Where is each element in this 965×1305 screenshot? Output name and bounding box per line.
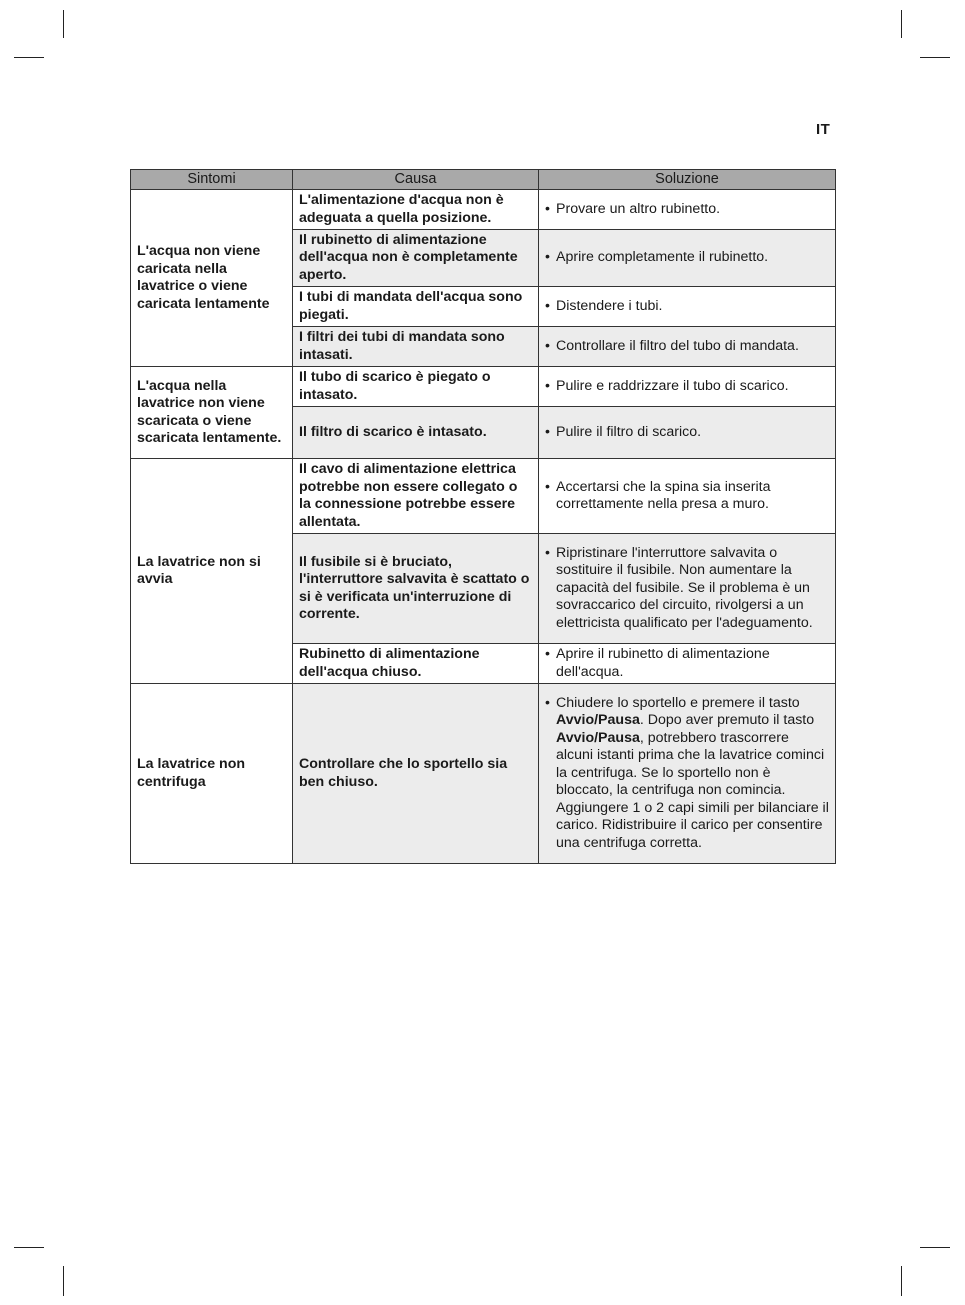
solution-text: Pulire il filtro di scarico. (556, 423, 702, 440)
bullet-icon: • (545, 200, 550, 217)
crop-mark-top-right-v (901, 10, 902, 38)
header-symptoms: Sintomi (131, 170, 293, 190)
header-solution: Soluzione (539, 170, 836, 190)
language-label: IT (816, 121, 831, 138)
button-name-start-pause: Avvio/Pausa (556, 729, 640, 746)
bullet-icon: • (545, 297, 550, 314)
solution-text: Accertarsi che la spina sia inserita correttamente nella presa a muro. (556, 478, 771, 512)
cause-cell: Controllare che lo sportello sia ben chiuso. (293, 684, 539, 864)
solution-cell (539, 287, 836, 327)
crop-mark-bottom-right-v (901, 1266, 902, 1296)
table-row (131, 190, 836, 230)
solution-text: Ripristinare l'interruttore salvavita o sostituire il fusibile. Non aumentare la capacità del fusibile. Se il problema è un sovraccarico del circuito, rivolgersi a un elettricista qualificato per l'adeguamento. (556, 544, 813, 631)
solution-text: Aprire il rubinetto di alimentazione dell'acqua. (556, 646, 770, 680)
cause-cell: Il fusibile si è bruciato, l'interruttore salvavita è scattato o si è verificata un'interruzione di corrente. (293, 534, 539, 644)
solution-cell (539, 367, 836, 407)
bullet-icon: • (545, 694, 550, 711)
table-row (131, 459, 836, 534)
bullet-icon: • (545, 249, 550, 266)
header-cause: Causa (293, 170, 539, 190)
cause-cell: I filtri dei tubi di mandata sono intasati. (293, 327, 539, 367)
cause-cell: Il filtro di scarico è intasato. (293, 407, 539, 459)
bullet-icon: • (545, 544, 550, 561)
solution-cell (539, 327, 836, 367)
cause-cell: L'alimentazione d'acqua non è adeguata a quella posizione. (293, 190, 539, 230)
symptom-cell: L'acqua nella lavatrice non viene scaricata o viene scaricata lentamente. (131, 367, 293, 459)
solution-cell (539, 190, 836, 230)
cause-cell: Il tubo di scarico è piegato o intasato. (293, 367, 539, 407)
button-name-start-pause: Avvio/Pausa (556, 712, 640, 729)
cause-cell: Rubinetto di alimentazione dell'acqua chiuso. (293, 644, 539, 684)
solution-text: Controllare il filtro del tubo di mandata. (556, 337, 799, 354)
solution-text-part: , potrebbero trascorrere alcuni istanti prima che la lavatrice cominci la centrifuga. Se lo sportello non è bloccato, la centrifuga non comincia. Aggiungere 1 o 2 capi simili per bilanciare il carico. Ridistribuire il carico per consentire una centrifuga corretta. (556, 729, 829, 851)
troubleshooting-table (130, 169, 836, 864)
bullet-icon: • (545, 377, 550, 394)
cause-cell: Il rubinetto di alimentazione dell'acqua non è completamente aperto. (293, 230, 539, 287)
solution-cell (539, 534, 836, 644)
solution-cell (539, 407, 836, 459)
solution-cell (539, 459, 836, 534)
cause-cell: I tubi di mandata dell'acqua sono piegati. (293, 287, 539, 327)
table-row (131, 367, 836, 407)
solution-text: Aprire completamente il rubinetto. (556, 249, 769, 266)
solution-text-part: . Dopo aver premuto il tasto (639, 712, 815, 729)
solution-text: Pulire e raddrizzare il tubo di scarico. (556, 377, 789, 394)
cause-cell: Il cavo di alimentazione elettrica potrebbe non essere collegato o la connessione potrebbe essere allentata. (293, 459, 539, 534)
crop-mark-bottom-left-h (14, 1247, 44, 1248)
bullet-icon: • (545, 478, 550, 495)
symptom-cell: La lavatrice non centrifuga (131, 684, 293, 864)
solution-text: Distendere i tubi. (556, 297, 663, 314)
solution-text: Provare un altro rubinetto. (556, 200, 721, 217)
bullet-icon: • (545, 646, 550, 662)
table-row (131, 684, 836, 864)
solution-cell (539, 230, 836, 287)
crop-mark-top-left-v (63, 10, 64, 38)
crop-mark-bottom-right-h (920, 1247, 950, 1248)
solution-cell (539, 644, 836, 684)
solution-text-part: Chiudere lo sportello e premere il tasto (556, 694, 800, 711)
symptom-cell: L'acqua non viene caricata nella lavatrice o viene caricata lentamente (131, 190, 293, 367)
solution-cell (539, 684, 836, 864)
table-header-row (131, 170, 836, 190)
crop-mark-top-left-h (14, 57, 44, 58)
crop-mark-top-right-h (920, 57, 950, 58)
symptom-cell: La lavatrice non si avvia (131, 459, 293, 684)
crop-mark-bottom-left-v (63, 1266, 64, 1296)
bullet-icon: • (545, 337, 550, 354)
bullet-icon: • (545, 423, 550, 440)
